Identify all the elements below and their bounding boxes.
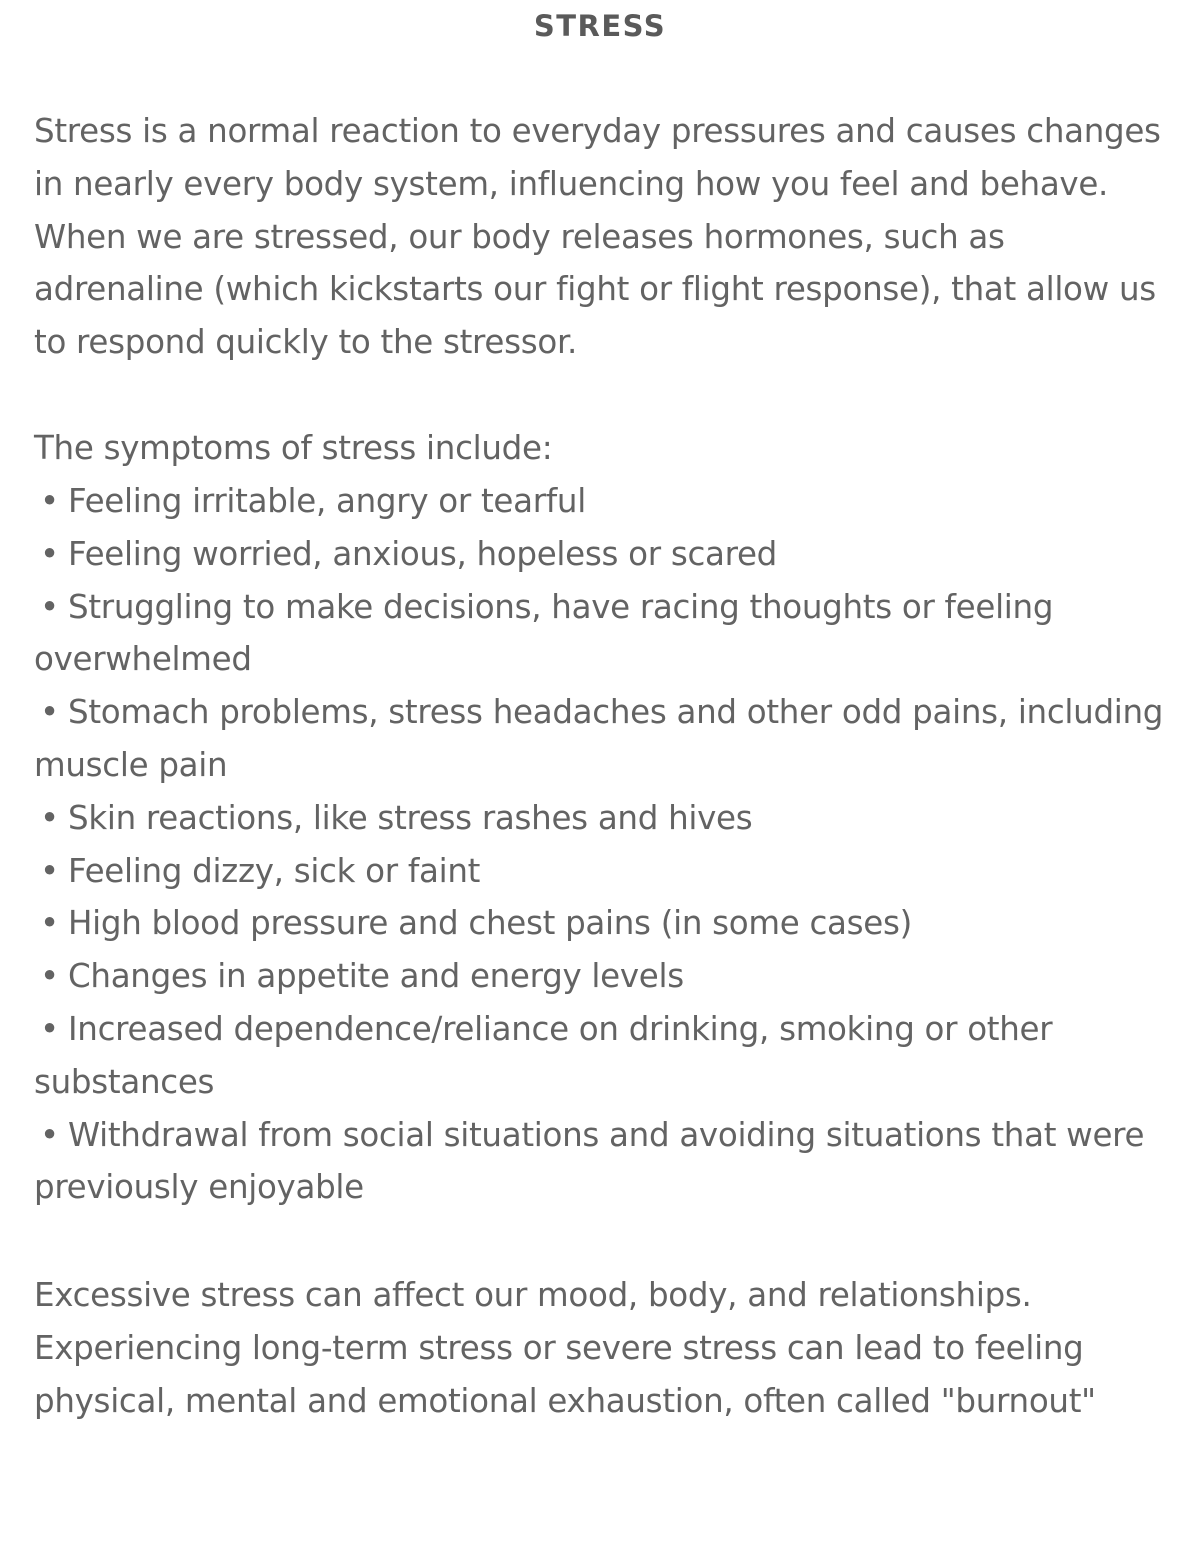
symptom-item [34, 1109, 1174, 1215]
symptom-text: Skin reactions, like stress rashes and hives [68, 798, 753, 837]
bullet-icon: • [40, 534, 59, 573]
symptom-text: Increased dependence/reliance on drinking, smoking or other substances [34, 1009, 1053, 1101]
symptom-item [34, 1003, 1174, 1109]
bullet-icon: • [40, 851, 59, 890]
bullet-icon: • [40, 482, 59, 520]
bullet-icon: • [40, 1115, 59, 1154]
closing-paragraph: Excessive stress can affect our mood, body, and relationships. Experiencing long-term stress or severe stress can lead to feeling physical, mental and emotional exhaustion, often called "burnout" [34, 1276, 1096, 1420]
bullet-icon: • [40, 904, 59, 943]
symptom-text: Changes in appetite and energy levels [68, 957, 684, 996]
symptom-text: Feeling worried, anxious, hopeless or scared [68, 534, 778, 573]
bullet-icon: • [40, 957, 59, 996]
intro-paragraph: Stress is a normal reaction to everyday pressures and causes changes in nearly every body system, influencing how you feel and behave. When we are stressed, our body releases hormones, such as adrenaline (which kickstarts our fight or flight response), that allow us to respond quickly to the stressor. [34, 112, 1171, 362]
symptom-text: Feeling irritable, angry or tearful [68, 482, 586, 520]
symptoms-heading: The symptoms of stress include: [34, 429, 553, 467]
symptom-item [34, 845, 1174, 898]
symptom-text: Withdrawal from social situations and avoiding situations that were previously enjoyable [34, 1115, 1145, 1207]
symptom-text: Struggling to make decisions, have racing thoughts or feeling overwhelmed [34, 587, 1054, 679]
symptom-text: Stomach problems, stress headaches and other odd pains, including muscle pain [34, 693, 1164, 784]
symptom-item [34, 686, 1174, 792]
symptom-item [34, 581, 1174, 687]
symptom-text: High blood pressure and chest pains (in some cases) [68, 904, 912, 943]
symptom-text: Feeling dizzy, sick or faint [68, 851, 481, 890]
page-title: STRESS [533, 9, 667, 43]
bullet-icon: • [40, 587, 59, 626]
bullet-icon: • [40, 1009, 59, 1048]
symptom-list [34, 475, 1174, 1214]
symptom-item [34, 792, 1174, 845]
symptom-item [34, 950, 1174, 1003]
symptom-item [34, 897, 1174, 950]
bullet-icon: • [40, 693, 59, 732]
bullet-icon: • [40, 798, 59, 837]
symptom-item [34, 475, 1174, 528]
symptom-item [34, 528, 1174, 581]
